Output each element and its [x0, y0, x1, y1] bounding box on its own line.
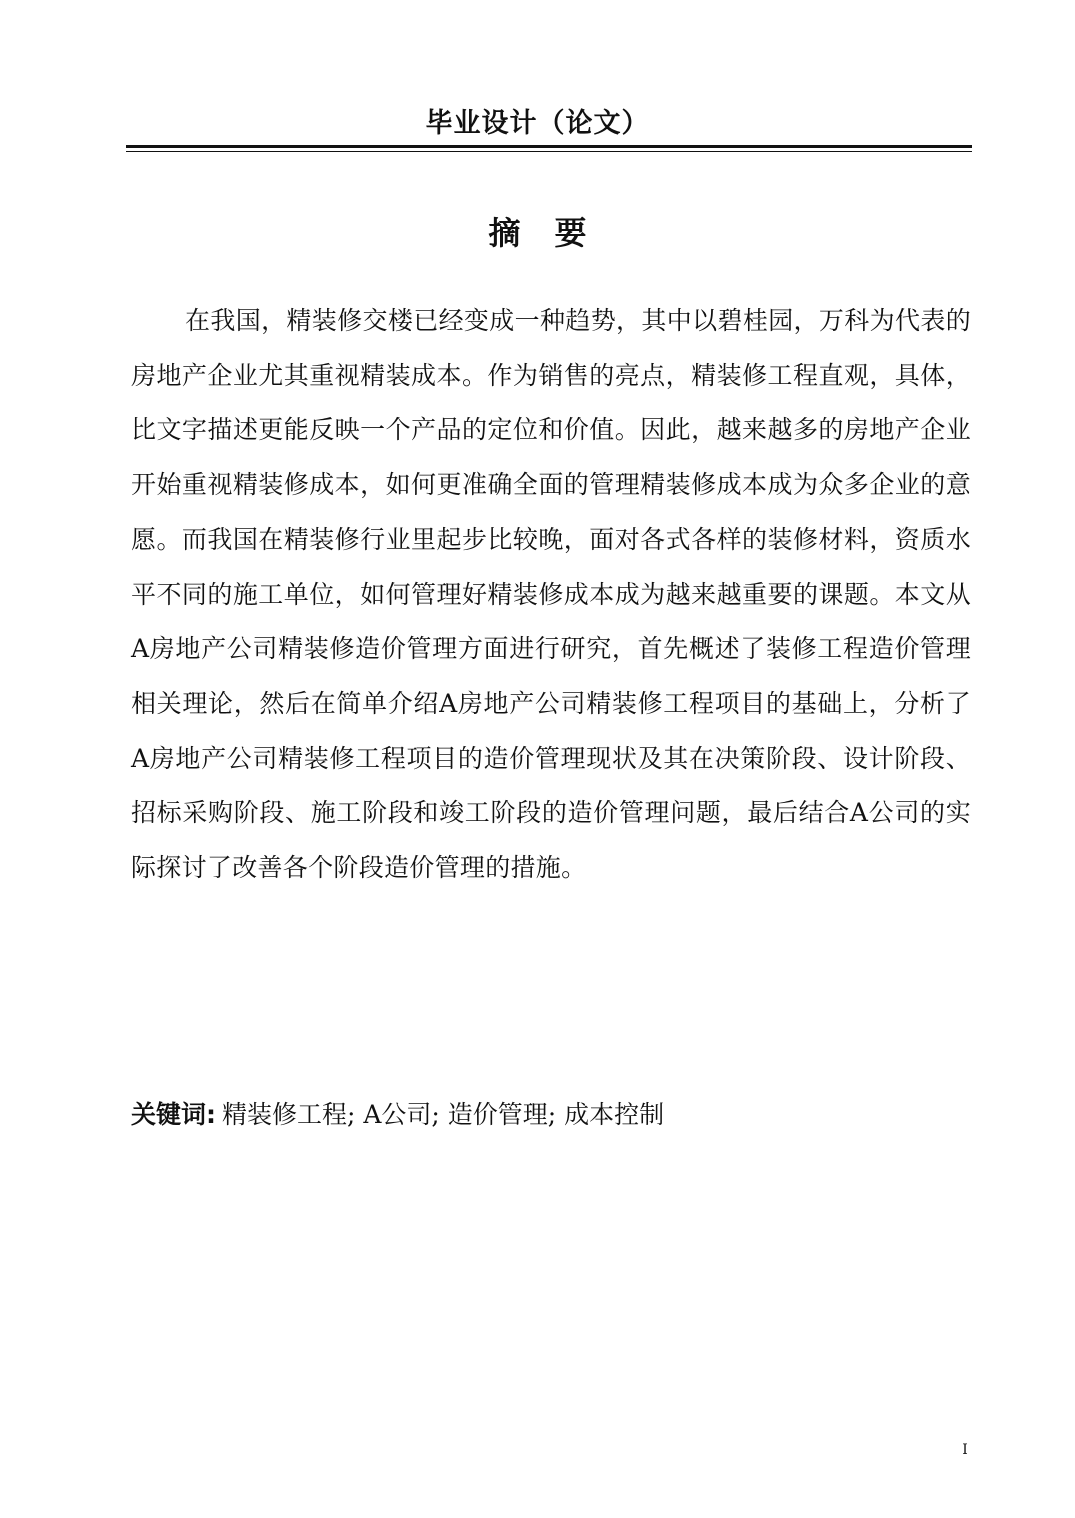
keywords-line — [131, 1093, 971, 1137]
abstract-title-char: 要 — [554, 214, 587, 252]
page-number: I — [962, 1442, 968, 1458]
header-rule-thin — [126, 151, 972, 152]
abstract-title — [0, 209, 1075, 257]
abstract-title-char: 摘 — [488, 214, 521, 252]
keywords-label: 关键词: — [131, 1100, 216, 1129]
abstract-body-paragraph: 在我国，精装修交楼已经变成一种趋势，其中以碧桂园，万科为代表的房地产企业尤其重视精装成本。作为销售的亮点，精装修工程直观，具体，比文字描述更能反映一个产品的定位和价值。因此，越来越多的房地产企业开始重视精装修成本，如何更准确全面的管理精装修成本成为众多企业的意愿。而我国在精装修行业里起步比较晚，面对各式各样的装修材料，资质水平不同的施工单位，如何管理好精装修成本成为越来越重要的课题。本文从A房地产公司精装修造价管理方面进行研究，首先概述了装修工程造价管理相关理论，然后在简单介绍A房地产公司精装修工程项目的基础上，分析了A房地产公司精装修工程项目的造价管理现状及其在决策阶段、设计阶段、招标采购阶段、施工阶段和竣工阶段的造价管理问题，最后结合A公司的实际探讨了改善各个阶段造价管理的措施。 — [131, 306, 971, 883]
header-rule-thick — [126, 145, 972, 148]
keywords-values: 精装修工程; A公司; 造价管理; 成本控制 — [222, 1100, 665, 1129]
document-header-title: 毕业设计（论文） — [425, 108, 650, 139]
